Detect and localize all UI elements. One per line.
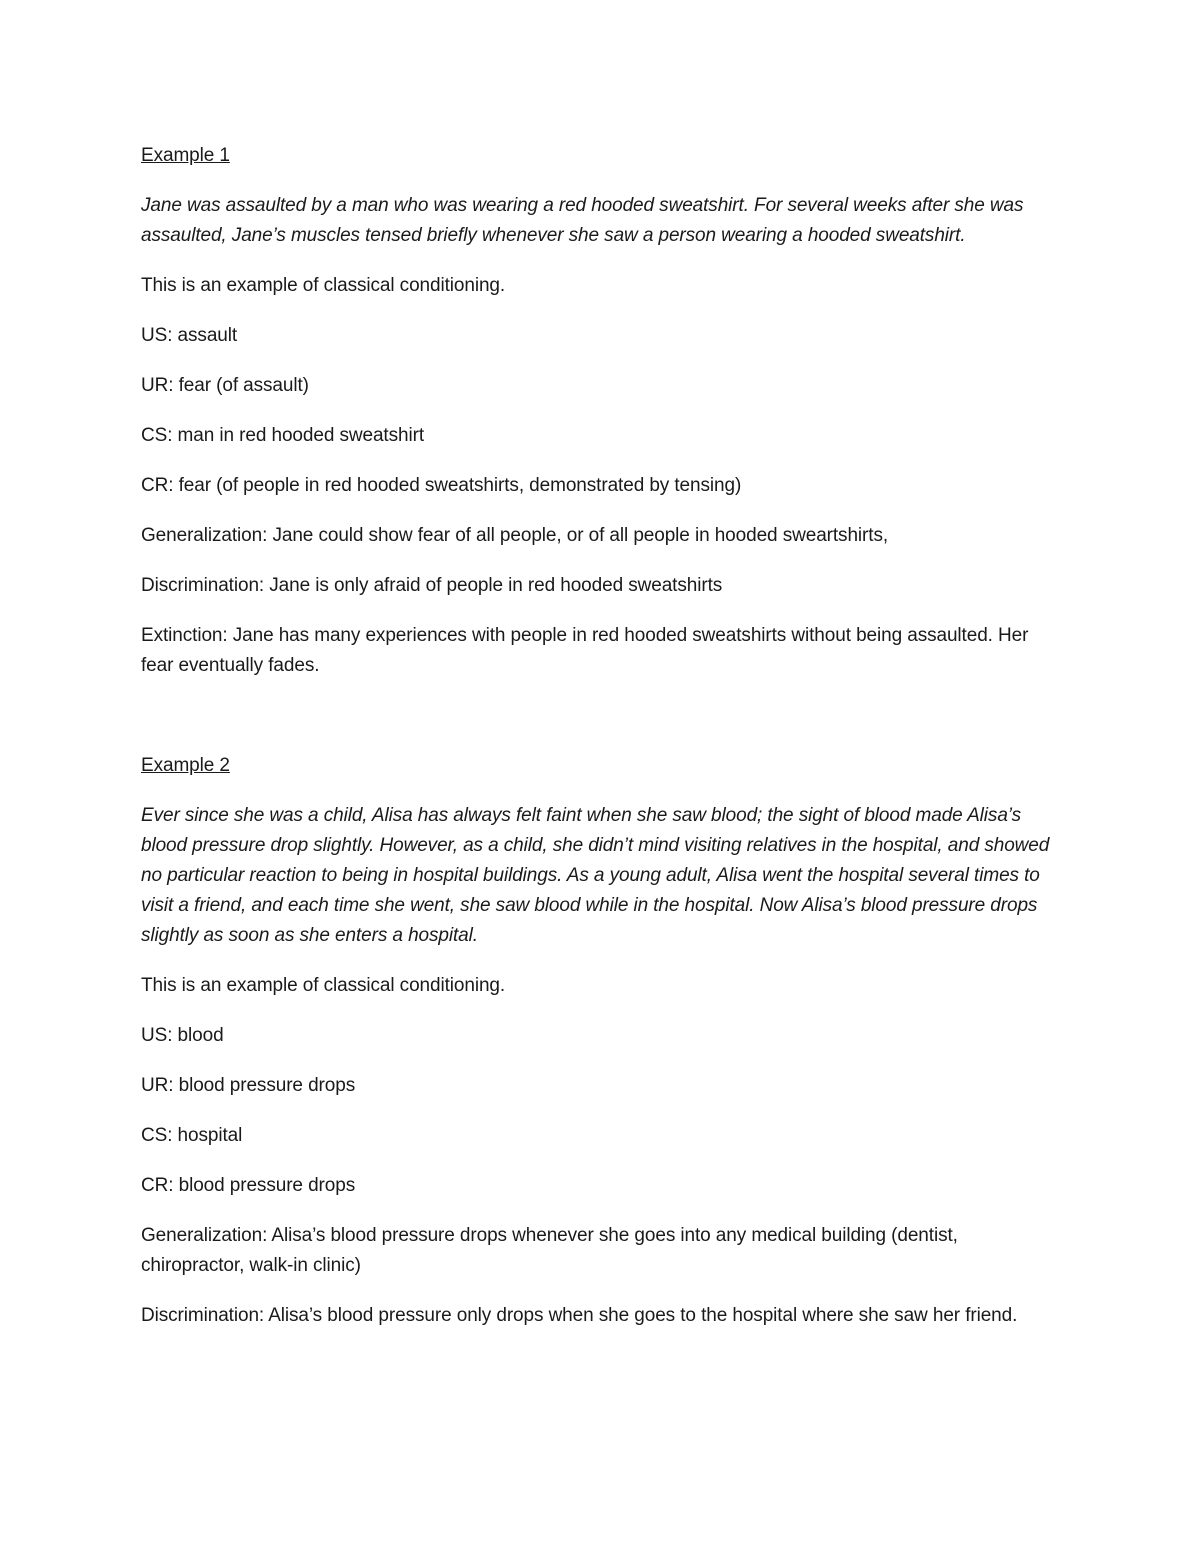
example-1-heading: Example 1 — [141, 145, 230, 166]
example-2-statement: This is an example of classical conditioning. — [141, 975, 506, 996]
section-spacer — [141, 701, 1061, 751]
example-2-ur: UR: blood pressure drops — [141, 1075, 356, 1096]
example-2-section — [141, 751, 1061, 1331]
example-1-ur: UR: fear (of assault) — [141, 375, 309, 396]
example-2-heading: Example 2 — [141, 755, 230, 776]
example-1-statement: This is an example of classical conditioning. — [141, 275, 506, 296]
example-2-generalization: Generalization: Alisa’s blood pressure drops whenever she goes into any medical building (dentist, chiropractor, walk-in clinic) — [141, 1225, 958, 1276]
example-1-discrimination: Discrimination: Jane is only afraid of people in red hooded sweatshirts — [141, 575, 723, 596]
example-1-section — [141, 141, 1061, 681]
example-1-generalization: Generalization: Jane could show fear of all people, or of all people in hooded sweartshirts, — [141, 525, 889, 546]
example-1-extinction: Extinction: Jane has many experiences with people in red hooded sweatshirts without being assaulted. Her fear eventually fades. — [141, 625, 1029, 676]
example-1-us: US: assault — [141, 325, 238, 346]
example-1-cr: CR: fear (of people in red hooded sweatshirts, demonstrated by tensing) — [141, 475, 742, 496]
example-2-cs: CS: hospital — [141, 1125, 243, 1146]
example-2-us: US: blood — [141, 1025, 224, 1046]
example-2-cr: CR: blood pressure drops — [141, 1175, 356, 1196]
example-1-story: Jane was assaulted by a man who was wearing a red hooded sweatshirt. For several weeks after she was assaulted, Jane’s muscles tensed briefly whenever she saw a person wearing a hooded sweatshirt. — [141, 195, 1024, 246]
example-2-story: Ever since she was a child, Alisa has always felt faint when she saw blood; the sight of blood made Alisa’s blood pressure drop slightly. However, as a child, she didn’t mind visiting relatives in the hospital, and showed no particular reaction to being in hospital buildings. As a young adult, Alisa went the hospital several times to visit a friend, and each time she went, she saw blood while in the hospital. Now Alisa’s blood pressure drops slightly as soon as she enters a hospital. — [141, 805, 1050, 946]
example-1-cs: CS: man in red hooded sweatshirt — [141, 425, 425, 446]
example-2-discrimination: Discrimination: Alisa’s blood pressure only drops when she goes to the hospital where she saw her friend. — [141, 1305, 1018, 1326]
document-content — [141, 141, 1061, 1351]
